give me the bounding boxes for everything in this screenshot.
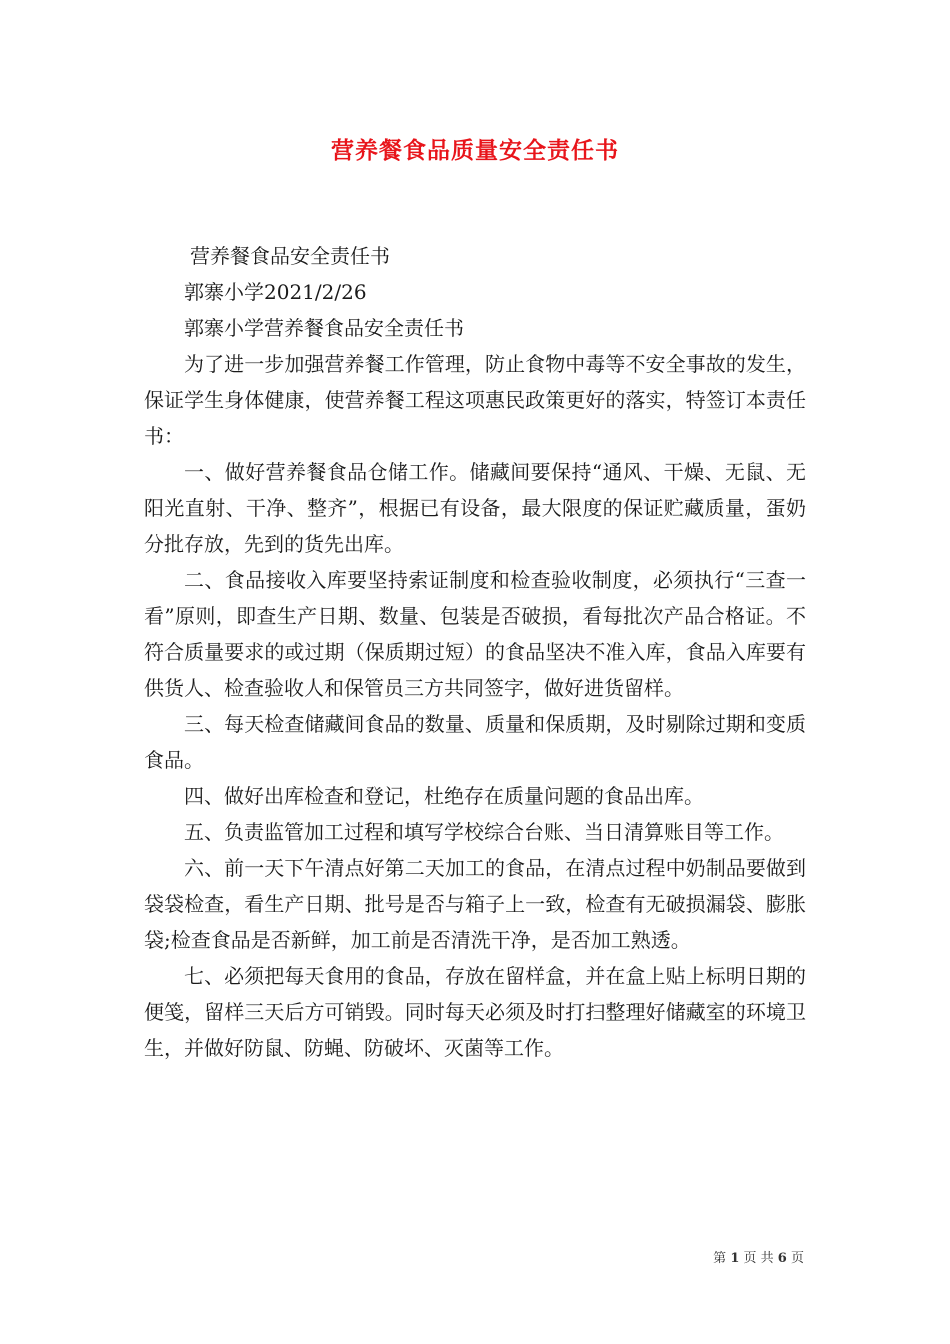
- paragraph-item-3: 三、每天检查储藏间食品的数量、质量和保质期，及时剔除过期和变质食品。: [144, 712, 806, 772]
- footer-total-pages: 6: [777, 1251, 787, 1266]
- footer-prefix: 第: [713, 1251, 727, 1266]
- footer-middle: 页 共: [743, 1251, 774, 1266]
- paragraph-item-1: 一、做好营养餐食品仓储工作。储藏间要保持“通风、干燥、无鼠、无阳光直射、干净、整齐”，根据已有设备，最大限度的保证贮藏质量，蛋奶分批存放，先到的货先出库。: [144, 460, 806, 556]
- paragraph-item-6: 六、前一天下午清点好第二天加工的食品，在清点过程中奶制品要做到袋袋检查，看生产日期、批号是否与箱子上一致，检查有无破损漏袋、膨胀袋;检查食品是否新鲜，加工前是否清洗干净，是否加工熟透。: [144, 856, 806, 952]
- page-number-footer: [713, 1247, 804, 1266]
- footer-suffix: 页: [790, 1251, 804, 1266]
- paragraph-item-2: 二、食品接收入库要坚持索证制度和检查验收制度，必须执行“三查一看”原则，即查生产日期、数量、包装是否破损，看每批次产品合格证。不符合质量要求的或过期（保质期过短）的食品坚决不准入库，食品入库要有供货人、检查验收人和保管员三方共同签字，做好进货留样。: [144, 568, 806, 700]
- paragraph-school-date: 郭寨小学2021/2/26: [184, 280, 367, 304]
- document-title: 营养餐食品质量安全责任书: [331, 137, 619, 164]
- paragraph-item-4: 四、做好出库检查和登记，杜绝存在质量问题的食品出库。: [184, 784, 704, 808]
- footer-current-page: 1: [730, 1251, 740, 1266]
- paragraph-intro: 为了进一步加强营养餐工作管理，防止食物中毒等不安全事故的发生，保证学生身体健康，使营养餐工程这项惠民政策更好的落实，特签订本责任书：: [144, 352, 806, 448]
- paragraph-subtitle: 郭寨小学营养餐食品安全责任书: [184, 316, 464, 340]
- paragraph-heading: 营养餐食品安全责任书: [190, 244, 390, 268]
- paragraph-item-5: 五、负责监管加工过程和填写学校综合台账、当日清算账目等工作。: [184, 820, 784, 844]
- document-body: [144, 238, 806, 1066]
- paragraph-item-7: 七、必须把每天食用的食品，存放在留样盒，并在盒上贴上标明日期的便笺，留样三天后方可销毁。同时每天必须及时打扫整理好储藏室的环境卫生，并做好防鼠、防蝇、防破坏、灭菌等工作。: [144, 964, 806, 1060]
